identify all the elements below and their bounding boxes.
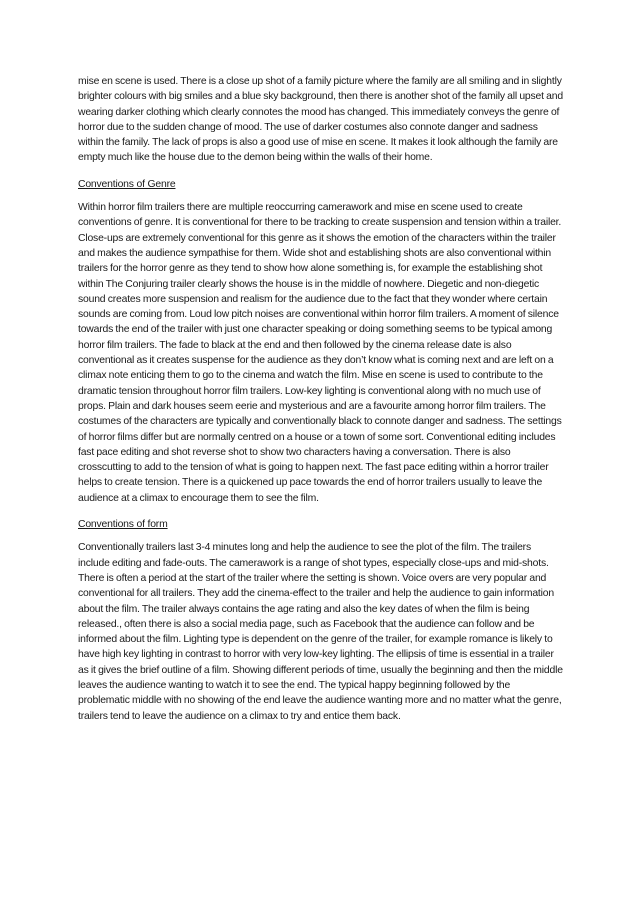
heading-conventions-of-genre: Conventions of Genre	[78, 178, 176, 190]
form-paragraph: Conventionally trailers last 3-4 minutes long and help the audience to see the plot of the film. The trailers include editing and fade-outs. The camerawork is a range of shot types, especially close-ups and mid-shots. There is often a period at the start of the trailer where the setting is shown. Voice overs are very popular and conventional for all trailers. They add the cinema-effect to the trailer and help the audience to gain information about the film. The trailer always contains the age rating and also the key dates of when the film is being released., often there is also a social media page, such as Facebook that the audience can follow and be informed about the film. Lighting type is dependent on the genre of the trailer, for example romance is likely to have high key lighting in contrast to horror with very low-key lighting. The ellipsis of time is essential in a trailer as it gives the brief outline of a film. Showing different periods of time, usually the beginning and then the middle leaves the audience wanting to watch it to see the end. The typical happy beginning followed by the problematic middle with no showing of the end leave the audience wanting more and no matter what the genre, trailers tend to leave the audience on a climax to try and entice them back.	[78, 542, 563, 722]
intro-paragraph: mise en scene is used. There is a close up shot of a family picture where the family are all smiling and in slightly brighter colours with big smiles and a blue sky background, then there is another shot of the family all upset and wearing darker clothing which clearly connotes the mood has changed. This immediately conveys the genre of horror due to the sudden change of mood. The use of darker costumes also connote danger and sadness within the family. The lack of props is also a good use of mise en scene. It makes it look although the family are empty much like the house due to the demon being within the walls of their home.	[78, 76, 563, 164]
genre-paragraph: Within horror film trailers there are multiple reoccurring camerawork and mise en scene used to create conventions of genre. It is conventional for there to be tracking to create suspension and tension within a trailer. Close-ups are extremely conventional for this genre as it shows the emotion of the characters within the trailer and makes the audience sympathise for them. Wide shot and establishing shots are also conventional within trailers for the horror genre as they tend to show how alone something is, for example the establishing shot within The Conjuring trailer clearly shows the house is in the middle of nowhere. Diegetic and non-diegetic sound creates more suspension and realism for the audience due to the fact that they wonder where certain sounds are coming from. Loud low pitch noises are conventional within horror film trailers. A moment of silence towards the end of the trailer with just one character speaking or doing something seems to be typical among horror film trailers. The fade to black at the end and then followed by the cinema release date is also conventional as it creates suspense for the audience as they don’t know what is coming next and are left on a climax note enticing them to go to the cinema and watch the film. Mise en scene is used to contribute to the dramatic tension throughout horror film trailers. Low-key lighting is conventional along with no much use of props. Plain and dark houses seem eerie and mysterious and are a favourite among horror film trailers. The costumes of the characters are typically and conventionally black to connote danger and sadness. The settings of horror films differ but are normally centred on a house or a town of some sort. Conventional editing includes fast pace editing and shot reverse shot to show two characters having a conversation. There is also crosscutting to add to the tension of what is going to happen next. The fast pace editing within a horror trailer helps to create tension. There is a quickened up pace towards the end of horror trailers usually to leave the audience at a climax to encourage them to see the film.	[78, 202, 562, 504]
heading-conventions-of-form: Conventions of form	[78, 519, 168, 531]
